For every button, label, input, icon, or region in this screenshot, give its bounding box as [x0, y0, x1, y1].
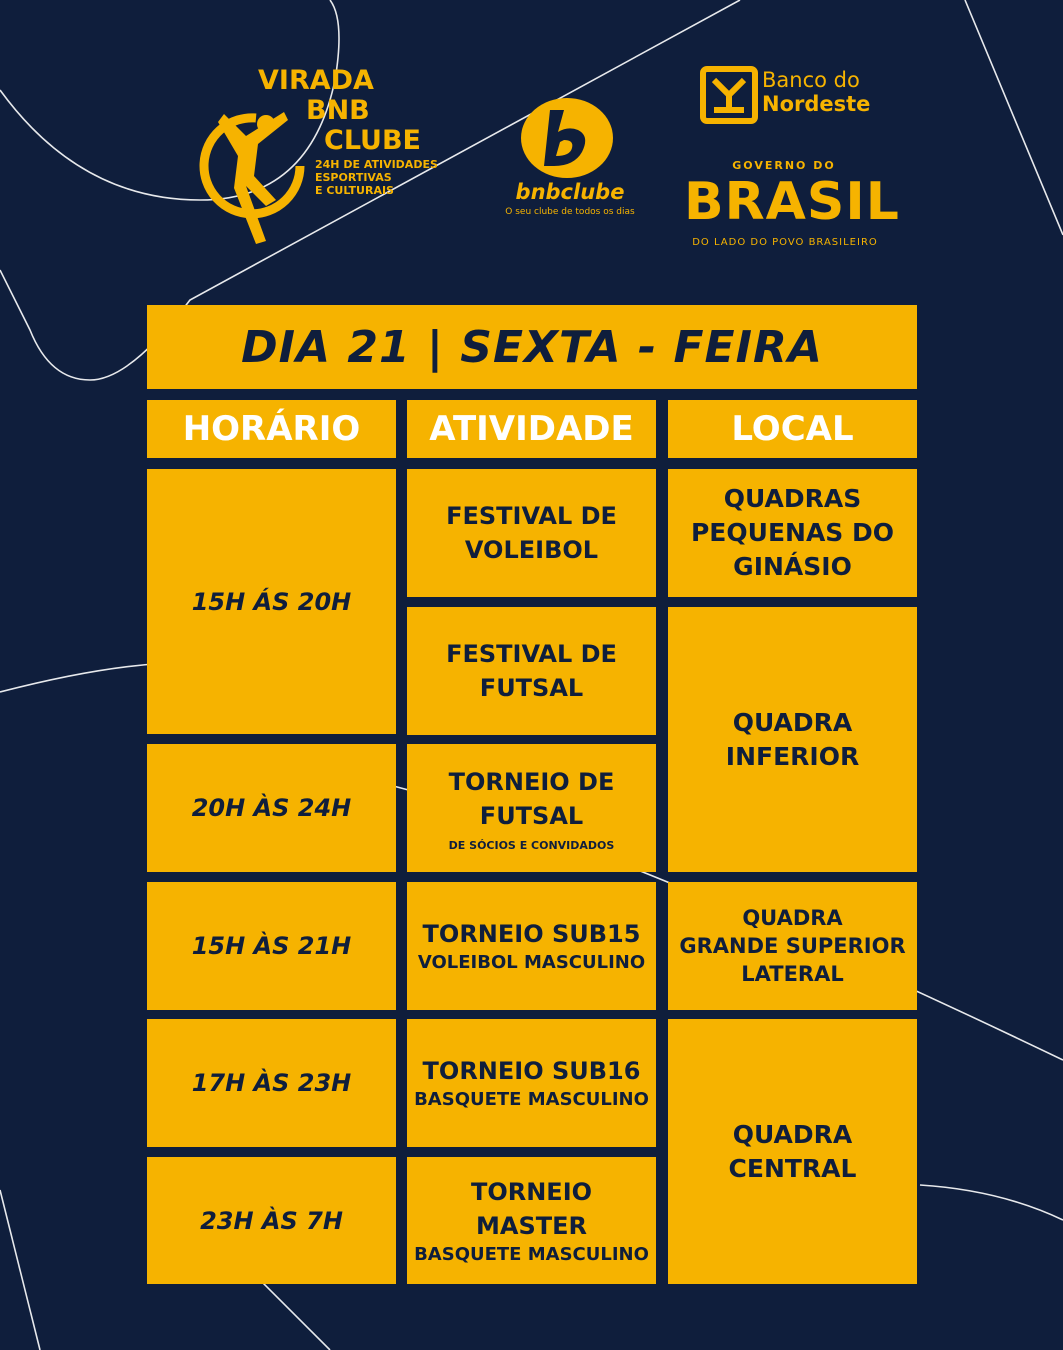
header-atividade-label: ATIVIDADE [429, 409, 634, 449]
header-horario [147, 400, 396, 458]
banco-line2: Nordeste [762, 92, 871, 116]
activity-2-line1: FESTIVAL DE [446, 640, 617, 668]
header-local-label: LOCAL [731, 409, 854, 449]
bnb-clube-name: bnbclube [515, 180, 625, 204]
location-1-line1: QUADRAS [723, 484, 862, 513]
activity-1-line1: FESTIVAL DE [446, 502, 617, 530]
activity-cell-4 [407, 882, 656, 1010]
banco-nordeste-text [762, 68, 870, 116]
schedule-title-bar [147, 305, 917, 389]
activity-5-line1: TORNEIO SUB16 [422, 1057, 641, 1085]
banco-line1: Banco do [762, 68, 860, 92]
time-cell-2 [147, 744, 396, 872]
location-2-line1: QUADRA [732, 707, 853, 737]
location-3-line2: GRANDE SUPERIOR [679, 934, 906, 958]
time-label-2: 20H ÀS 24H [191, 794, 352, 822]
header-local [668, 400, 917, 458]
virada-line2: BNB [306, 95, 370, 126]
virada-tagline-2: ESPORTIVAS [315, 171, 392, 184]
location-1-line2: PEQUENAS DO [690, 518, 894, 547]
time-cell-3 [147, 882, 396, 1010]
time-cell-1 [147, 469, 396, 734]
location-3-line3: LATERAL [741, 962, 844, 986]
activity-2-line2: FUTSAL [479, 674, 584, 702]
activity-6-line2: MASTER [476, 1211, 587, 1240]
header-atividade [407, 400, 656, 458]
location-2-line2: INFERIOR [725, 741, 860, 771]
activity-cell-5 [407, 1019, 656, 1147]
location-3-line1: QUADRA [742, 906, 843, 930]
location-4-line1: QUADRA [732, 1119, 853, 1149]
header-horario-label: HORÁRIO [182, 409, 361, 449]
bnb-b-icon [520, 96, 614, 180]
activity-cell-1 [407, 469, 656, 597]
activity-3-line2: FUTSAL [479, 801, 584, 830]
banco-nordeste-mark-icon [700, 66, 758, 124]
location-1-line3: GINÁSIO [733, 552, 852, 581]
virada-tagline-3: E CULTURAIS [315, 184, 394, 197]
time-label-1: 15H ÁS 20H [191, 587, 352, 616]
time-label-5: 23H ÀS 7H [200, 1206, 343, 1235]
virada-tagline [315, 158, 438, 197]
governo-top: GOVERNO DO [732, 159, 836, 172]
activity-cell-3 [407, 744, 656, 872]
activity-6-sub: BASQUETE MASCULINO [414, 1243, 649, 1265]
governo-bottom: DO LADO DO POVO BRASILEIRO [692, 237, 878, 248]
activity-3-line1: TORNEIO DE [448, 767, 615, 796]
location-cell-4 [668, 1019, 917, 1284]
virada-line3: CLUBE [324, 125, 422, 156]
activity-5-sub: BASQUETE MASCULINO [414, 1089, 649, 1110]
location-cell-2 [668, 607, 917, 872]
virada-tagline-1: 24H DE ATIVIDADES [315, 158, 438, 171]
time-cell-4 [147, 1019, 396, 1147]
activity-4-line1: TORNEIO SUB15 [422, 920, 641, 948]
virada-line1: VIRADA [258, 65, 374, 96]
schedule-title: DIA 21 | SEXTA - FEIRA [241, 321, 823, 373]
bnb-clube-slogan: O seu clube de todos os dias [505, 207, 635, 217]
activity-3-note: DE SÓCIOS E CONVIDADOS [448, 838, 615, 852]
activity-1-line2: VOLEIBOL [464, 536, 599, 564]
activity-4-sub: VOLEIBOL MASCULINO [417, 952, 646, 973]
location-cell-1 [668, 469, 917, 597]
time-label-3: 15H ÀS 21H [191, 932, 352, 960]
time-cell-5 [147, 1157, 396, 1284]
governo-brasil: BRASIL [684, 172, 900, 232]
activity-cell-2 [407, 607, 656, 735]
location-4-line2: CENTRAL [728, 1153, 857, 1183]
virada-logo-text [258, 66, 421, 156]
activity-6-line1: TORNEIO [470, 1177, 593, 1206]
time-label-4: 17H ÀS 23H [191, 1069, 352, 1097]
activity-cell-6 [407, 1157, 656, 1284]
location-cell-3 [668, 882, 917, 1010]
